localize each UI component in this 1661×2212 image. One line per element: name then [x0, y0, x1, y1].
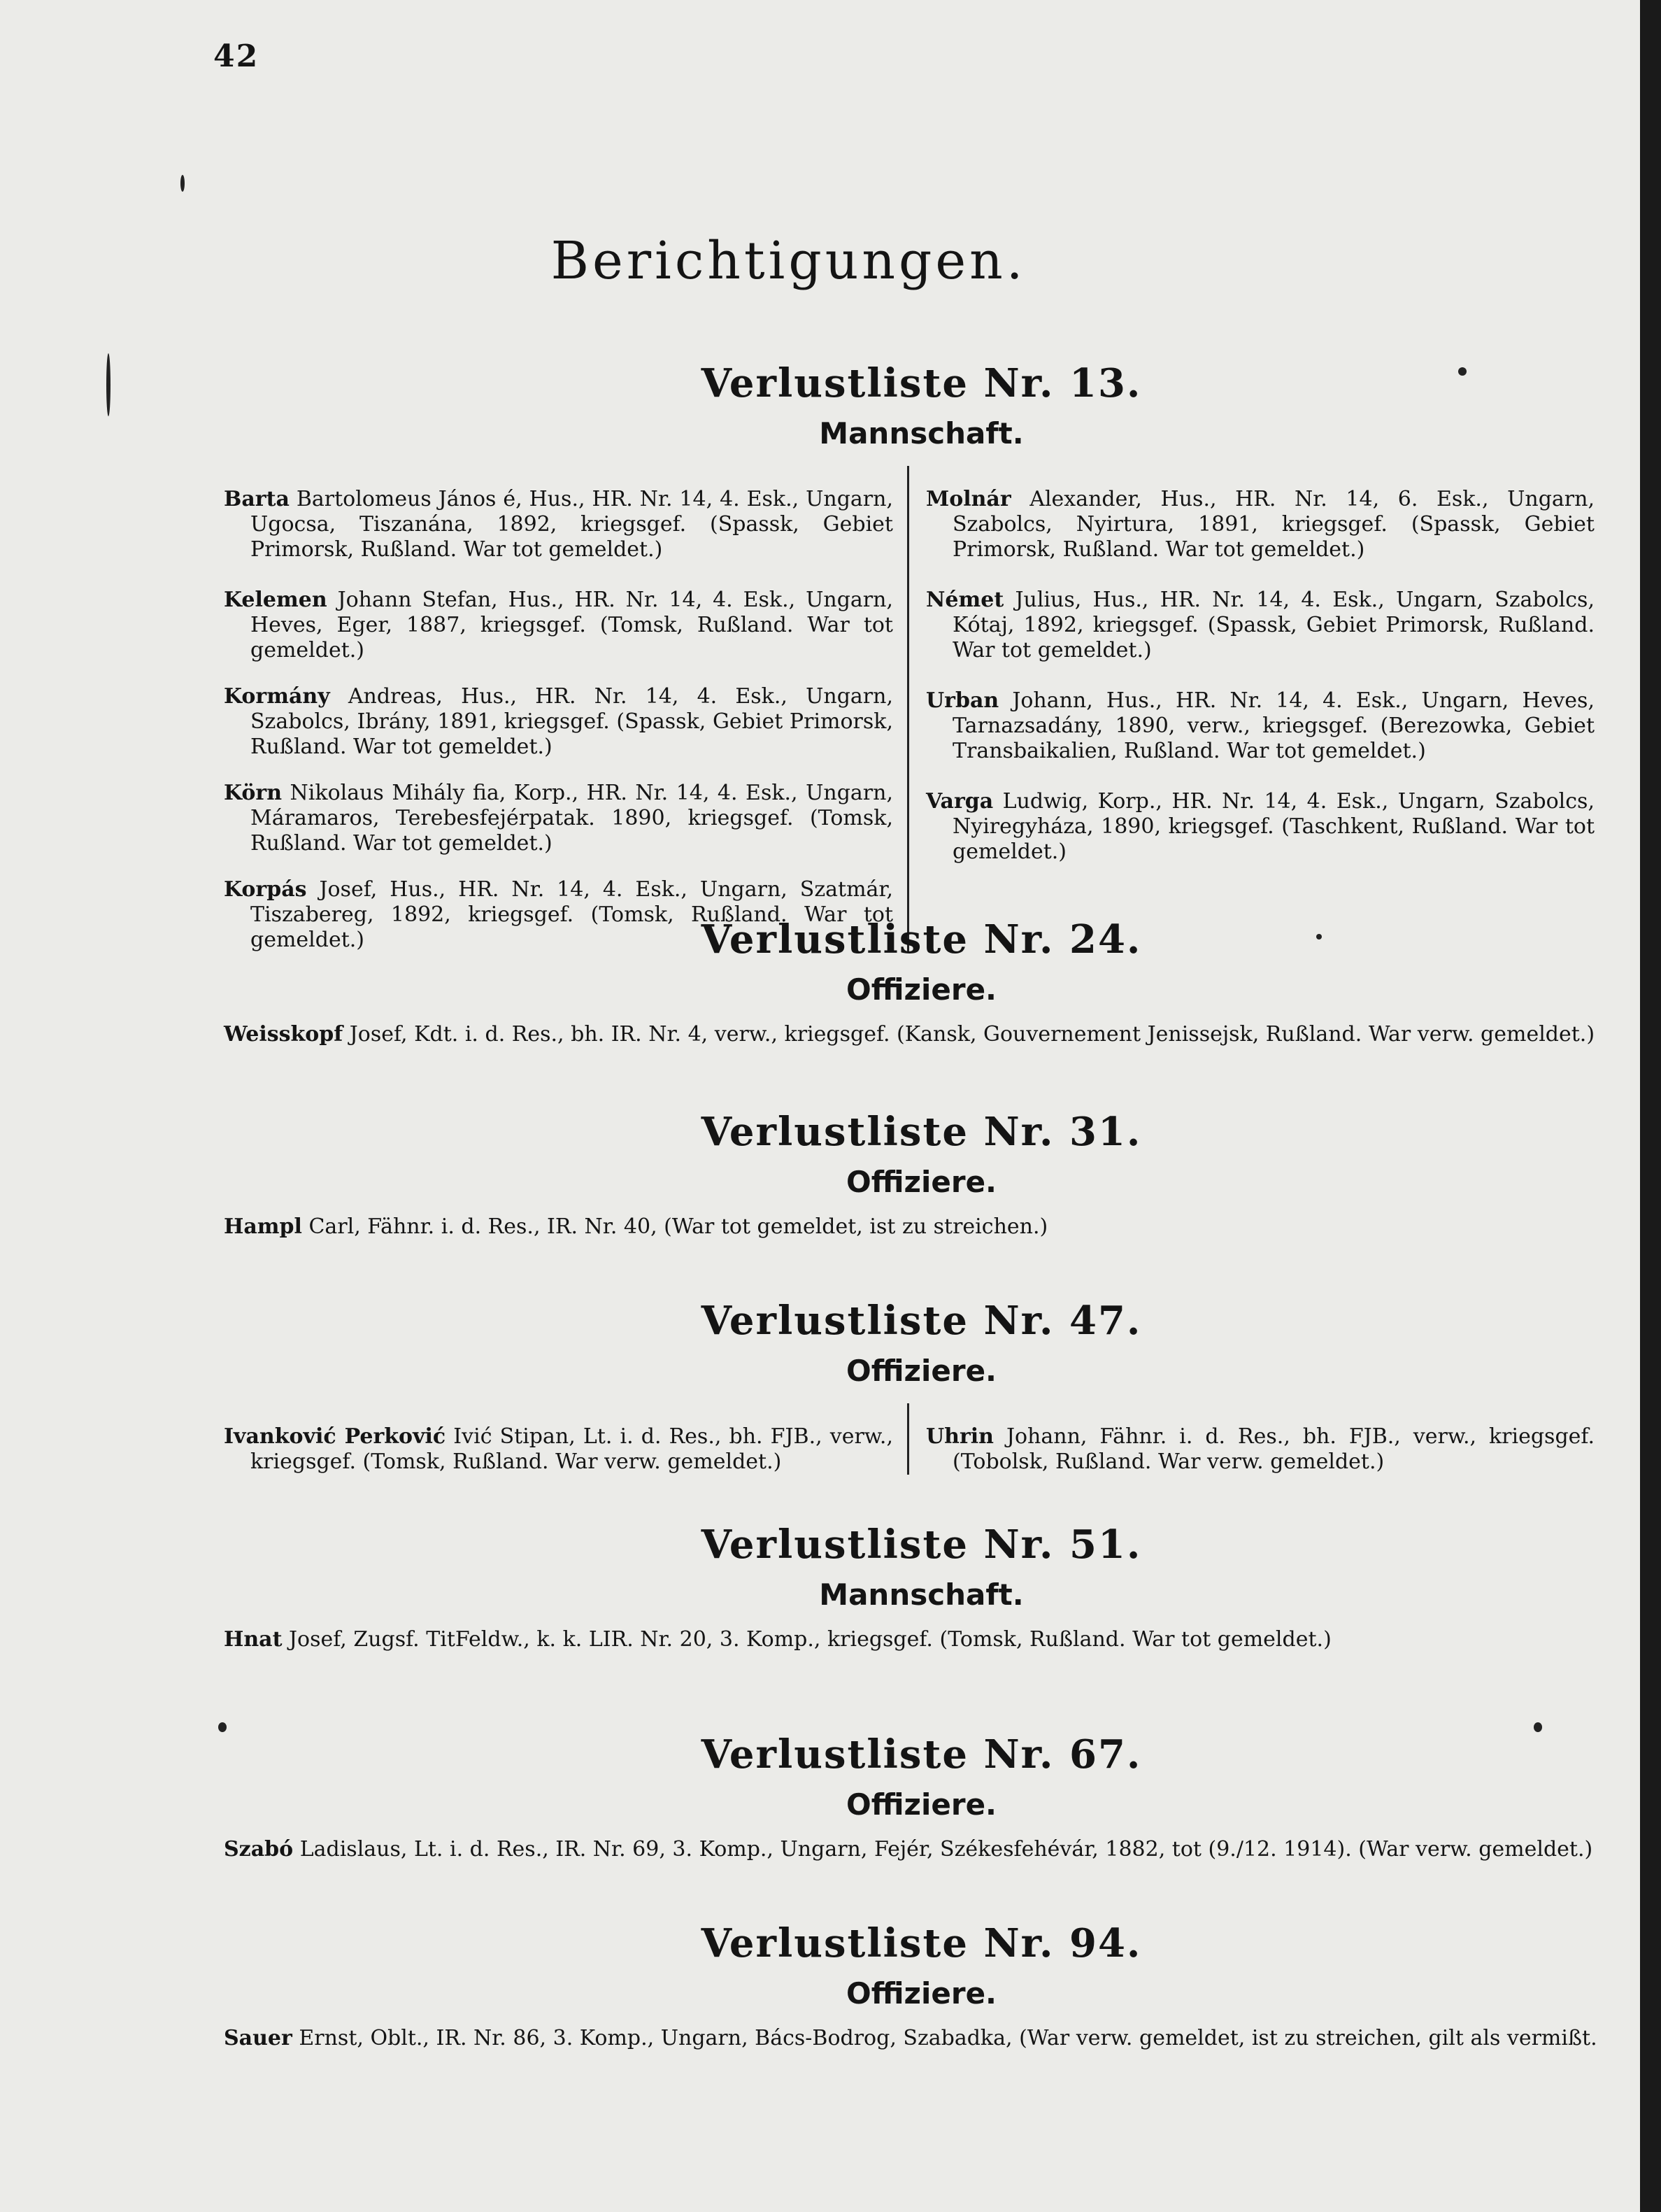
list-item: Körn Nikolaus Mihály fia, Korp., HR. Nr. 14, 4. Esk., Ungarn, Máramaros, Terebesfejérpatak. 1890, kriegsgef. (Tomsk, Rußland. War tot gemeldet.)	[224, 781, 893, 856]
list-item: Kormány Andreas, Hus., HR. Nr. 14, 4. Esk., Ungarn, Szabolcs, Ibrány, 1891, kriegsgef. (Spassk, Gebiet Primorsk, Rußland. War tot gemeldet.)	[224, 684, 893, 759]
list-item: Hnat Josef, Zugsf. TitFeldw., k. k. LIR. Nr. 20, 3. Komp., kriegsgef. (Tomsk, Rußland. War tot gemeldet.)	[224, 1627, 1332, 1652]
two-column-list	[224, 1403, 1619, 1475]
list-item: Sauer Ernst, Oblt., IR. Nr. 86, 3. Komp., Ungarn, Bács-Bodrog, Szabadka, (War verw. gemeldet, ist zu streichen, gilt als vermißt.	[224, 2026, 1597, 2050]
list-item: Ivanković Perković Ivić Stipan, Lt. i. d. Res., bh. FJB., verw., kriegsgef. (Tomsk, Rußland. War verw. gemeldet.)	[224, 1424, 893, 1474]
page-title	[0, 231, 1640, 291]
scan-speck	[180, 175, 185, 192]
group-title: Offiziere.	[846, 972, 997, 1007]
list-item: Urban Johann, Hus., HR. Nr. 14, 4. Esk., Ungarn, Heves, Tarnazsadány, 1890, verw., kriegsgef. (Berezowka, Gebiet Transbaikalien, Rußland. War tot gemeldet.)	[926, 688, 1595, 763]
left-column	[224, 1403, 909, 1475]
section-verlustliste-47	[224, 1298, 1619, 1475]
group-title: Offiziere.	[846, 1165, 997, 1199]
list-item: Uhrin Johann, Fähnr. i. d. Res., bh. FJB., verw., kriegsgef. (Tobolsk, Rußland. War verw. gemeldet.)	[926, 1424, 1595, 1474]
section-verlustliste-13	[224, 360, 1619, 953]
group-title: Offiziere.	[846, 1976, 997, 2011]
left-column	[224, 466, 909, 953]
scan-speck	[1534, 1722, 1542, 1732]
right-column	[909, 466, 1595, 953]
section-verlustliste-31	[224, 1109, 1619, 1240]
list-title: Verlustliste Nr. 67.	[701, 1731, 1142, 1778]
list-item: Korpás Josef, Hus., HR. Nr. 14, 4. Esk., Ungarn, Szatmár, Tiszabereg, 1892, kriegsgef. (Tomsk, Rußland. War tot gemeldet.)	[224, 877, 893, 952]
section-verlustliste-51	[224, 1522, 1619, 1652]
list-title: Verlustliste Nr. 51.	[701, 1522, 1142, 1568]
list-item: Német Julius, Hus., HR. Nr. 14, 4. Esk., Ungarn, Szabolcs, Kótaj, 1892, kriegsgef. (Spassk, Gebiet Primorsk, Rußland. War tot gemeldet.)	[926, 588, 1595, 662]
group-title: Offiziere.	[846, 1354, 997, 1388]
list-title: Verlustliste Nr. 47.	[701, 1298, 1142, 1344]
page-title-text: Berichtigungen.	[550, 231, 1027, 291]
list-item: Barta Bartolomeus János é, Hus., HR. Nr. 14, 4. Esk., Ungarn, Ugocsa, Tiszanána, 1892, kriegsgef. (Spassk, Gebiet Primorsk, Rußland. War tot gemeldet.)	[224, 487, 893, 562]
section-verlustliste-94	[224, 1920, 1619, 2051]
list-item: Kelemen Johann Stefan, Hus., HR. Nr. 14, 4. Esk., Ungarn, Heves, Eger, 1887, kriegsgef. (Tomsk, Rußland. War tot gemeldet.)	[224, 588, 893, 662]
scan-speck	[106, 353, 111, 416]
section-verlustliste-67	[224, 1731, 1619, 1862]
scan-speck	[1458, 367, 1467, 376]
group-title: Mannschaft.	[819, 416, 1024, 451]
list-item: Molnár Alexander, Hus., HR. Nr. 14, 6. Esk., Ungarn, Szabolcs, Nyirtura, 1891, kriegsgef. (Spassk, Gebiet Primorsk, Rußland. War tot gemeldet.)	[926, 487, 1595, 562]
scan-speck	[1316, 934, 1322, 940]
scan-speck	[218, 1722, 227, 1732]
group-title: Mannschaft.	[819, 1578, 1024, 1612]
list-item: Weisskopf Josef, Kdt. i. d. Res., bh. IR. Nr. 4, verw., kriegsgef. (Kansk, Gouvernement Jenissejsk, Rußland. War verw. gemeldet.)	[224, 1022, 1595, 1047]
list-title: Verlustliste Nr. 94.	[701, 1920, 1142, 1966]
list-item: Varga Ludwig, Korp., HR. Nr. 14, 4. Esk., Ungarn, Szabolcs, Nyiregyháza, 1890, kriegsgef. (Taschkent, Rußland. War tot gemeldet.)	[926, 789, 1595, 864]
section-verlustliste-24	[224, 916, 1619, 1047]
two-column-list	[224, 466, 1619, 953]
list-title: Verlustliste Nr. 31.	[701, 1109, 1142, 1155]
list-title: Verlustliste Nr. 13.	[701, 360, 1142, 406]
page-number: 42	[213, 38, 259, 74]
list-item: Hampl Carl, Fähnr. i. d. Res., IR. Nr. 40, (War tot gemeldet, ist zu streichen.)	[224, 1214, 1048, 1239]
list-title: Verlustliste Nr. 24.	[701, 916, 1142, 963]
list-item: Szabó Ladislaus, Lt. i. d. Res., IR. Nr. 69, 3. Komp., Ungarn, Fejér, Székesfehévár, 1882, tot (9./12. 1914). (War verw. gemeldet.)	[224, 1837, 1593, 1862]
right-column	[909, 1403, 1595, 1475]
group-title: Offiziere.	[846, 1787, 997, 1822]
